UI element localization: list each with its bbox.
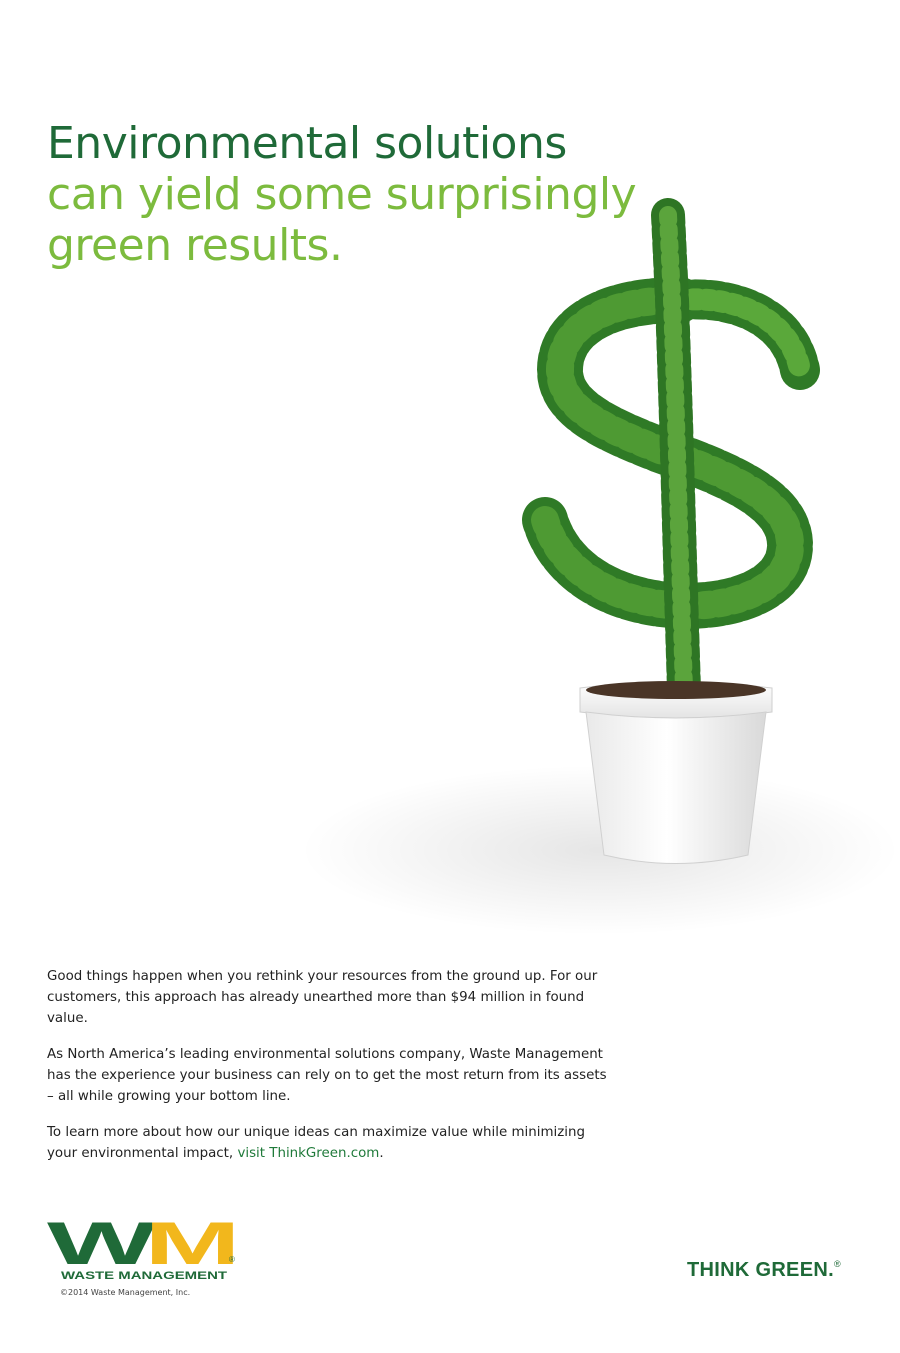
logo-letters: W M (47, 1214, 189, 1277)
wm-logo-icon (47, 1214, 239, 1284)
body-paragraph-3-text: To learn more about how our unique ideas can maximize value while minimizing your environmental impact, (47, 1125, 585, 1161)
logo-company-name: WASTE MANAGEMENT (61, 1270, 228, 1282)
logo-registered-mark: ® (229, 1255, 235, 1264)
tagline-text: THINK GREEN. (687, 1259, 834, 1281)
body-paragraph-1: Good things happen when you rethink your resources from the ground up. For our customers, this approach has already unearthed more than $94 million in found value. (47, 969, 598, 1026)
headline-line-3: green results. (47, 220, 343, 271)
tagline-registered-mark: ® (833, 1259, 841, 1269)
thinkgreen-link[interactable]: visit ThinkGreen.com (237, 1146, 380, 1161)
body-paragraph-2: As North America’s leading environmental solutions company, Waste Management has the experience your business can rely on to get the most return from its assets – all while growing your bottom line. (47, 1047, 607, 1104)
body-paragraph-3-end: . (379, 1146, 384, 1161)
body-copy (47, 966, 617, 1179)
headline-line-1: Environmental solutions (47, 118, 567, 169)
body-paragraph-3 (47, 1122, 617, 1164)
dollar-plant-icon (300, 190, 900, 950)
copyright-notice: ©2014 Waste Management, Inc. (60, 1288, 191, 1297)
money-plant-illustration (300, 190, 900, 950)
waste-management-logo (47, 1214, 239, 1289)
headline-line-2: can yield some surprisingly (47, 169, 637, 220)
think-green-tagline (687, 1259, 841, 1282)
